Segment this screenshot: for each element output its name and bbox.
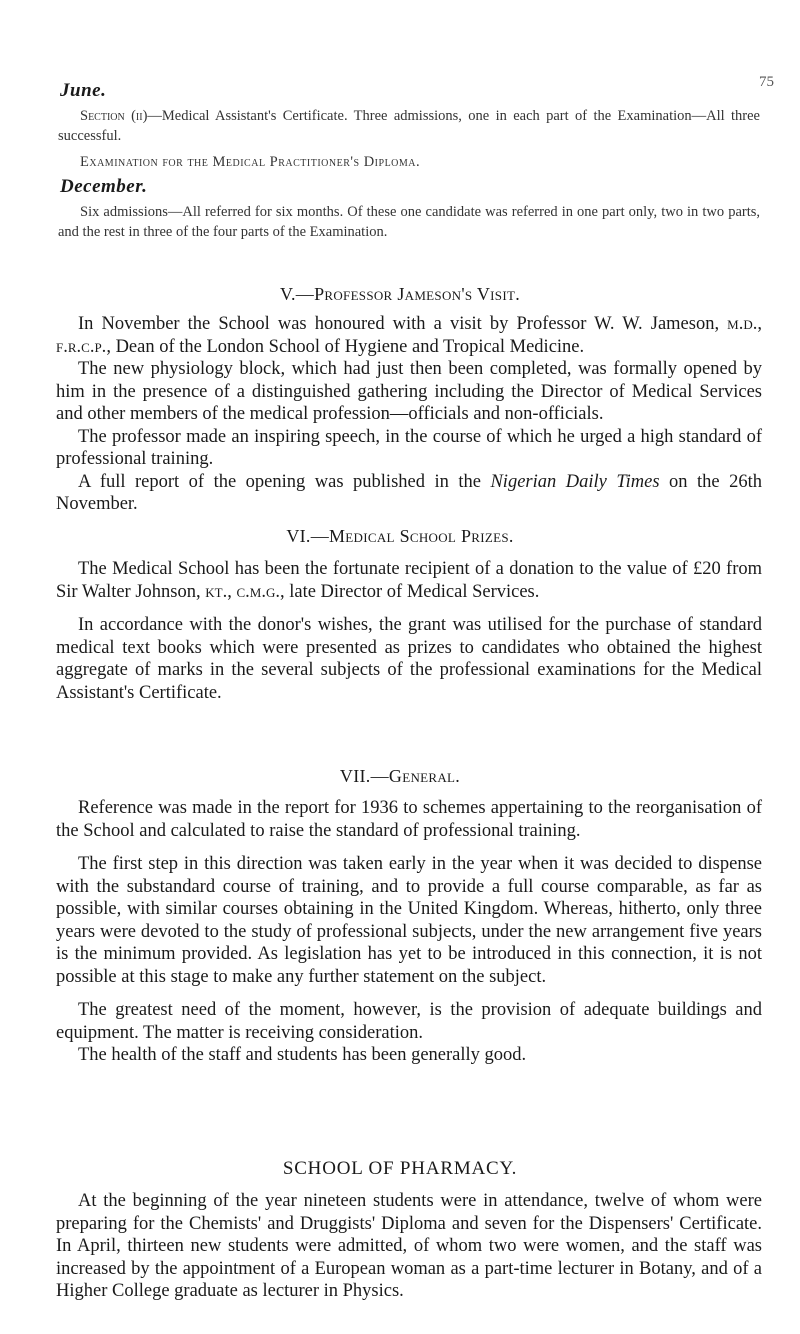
pharmacy-body: [56, 1190, 762, 1303]
section-v-paragraph-1: In November the School was honoured with a visit by Professor W. W. Jameson, m.d., f.r.c.p., Dean of the London School of Hygiene and Tropical Medicine.: [56, 314, 762, 357]
section-v-paragraph-2: The new physiology block, which had just then been completed, was formally opened by him in the presence of a distinguished gathering including the Director of Medical Services and other members of the medical profession—officials and non-officials.: [56, 359, 762, 424]
june-heading: June.: [60, 80, 107, 101]
june-text: —Medical Assistant's Certificate. Three admissions, one in each part of the Examination—All three successful.: [58, 108, 760, 144]
section-v-paragraph-3: The professor made an inspiring speech, in the course of which he urged a high standard of professional training.: [56, 426, 762, 469]
section-vii-paragraph-1: Reference was made in the report for 1936 to schemes appertaining to the reorganisation of the School and calculated to raise the standard of professional training.: [56, 798, 762, 841]
december-text: Six admissions—All referred for six months. Of these one candidate was referred in one part only, two in two parts, and the rest in three of the four parts of the Examination.: [58, 204, 760, 240]
section-vi-heading: VI.—Medical School Prizes.: [286, 526, 514, 546]
section-vi-paragraph-2: In accordance with the donor's wishes, the grant was utilised for the purchase of standard medical text books which were presented as prizes to candidates who obtained the highest aggregate of marks in the several subjects of the professional examinations for the Medical Assistant's Certificate.: [56, 615, 762, 703]
section-v-body: [56, 313, 762, 516]
pharmacy-heading: SCHOOL OF PHARMACY.: [282, 1158, 518, 1179]
december-heading: December.: [60, 176, 148, 197]
december-paragraph: [58, 202, 760, 242]
section-label: Section (ii): [80, 108, 148, 124]
june-paragraph: [58, 106, 760, 146]
section-vi-body: [56, 558, 762, 704]
section-vii-body: [56, 797, 762, 1067]
section-vii-paragraph-3: The greatest need of the moment, however, is the provision of adequate buildings and equipment. The matter is receiving consideration.: [56, 1000, 762, 1043]
pharmacy-paragraph-1: At the beginning of the year nineteen students were in attendance, twelve of whom were preparing for the Chemists' and Druggists' Diploma and seven for the Dispensers' Certificate. In April, thirteen new students were admitted, of whom two were women, and the staff was increased by the appointment of a European woman as a part-time lecturer in Botany, and of a Higher College graduate as lecturer in Physics.: [56, 1191, 762, 1301]
exam-heading: Examination for the Medical Practitioner's Diploma.: [80, 154, 421, 170]
newspaper-title: Nigerian Daily Times: [490, 471, 660, 492]
section-v-heading: V.—Professor Jameson's Visit.: [279, 284, 520, 304]
section-vii-paragraph-2: The first step in this direction was taken early in the year when it was decided to dispense with the substandard course of training, and to provide a full course comparable, as far as possible, with similar courses obtaining in the United Kingdom. Whereas, hitherto, only three years were devoted to the study of professional subjects, under the new arrangement five years is the minimum provided. As legislation has yet to be introduced in this connection, it is not possible at this stage to make any further statement on the subject.: [56, 854, 762, 987]
section-vii-paragraph-4: The health of the staff and students has been generally good.: [78, 1045, 527, 1065]
page-number: 75: [759, 74, 774, 90]
section-vii-heading: VII.—General.: [339, 766, 461, 786]
section-v-paragraph-4: A full report of the opening was published in the Nigerian Daily Times on the 26th November.: [56, 471, 763, 514]
section-vi-paragraph-1: The Medical School has been the fortunate recipient of a donation to the value of £20 from Sir Walter Johnson, kt., c.m.g., late Director of Medical Services.: [56, 559, 762, 602]
